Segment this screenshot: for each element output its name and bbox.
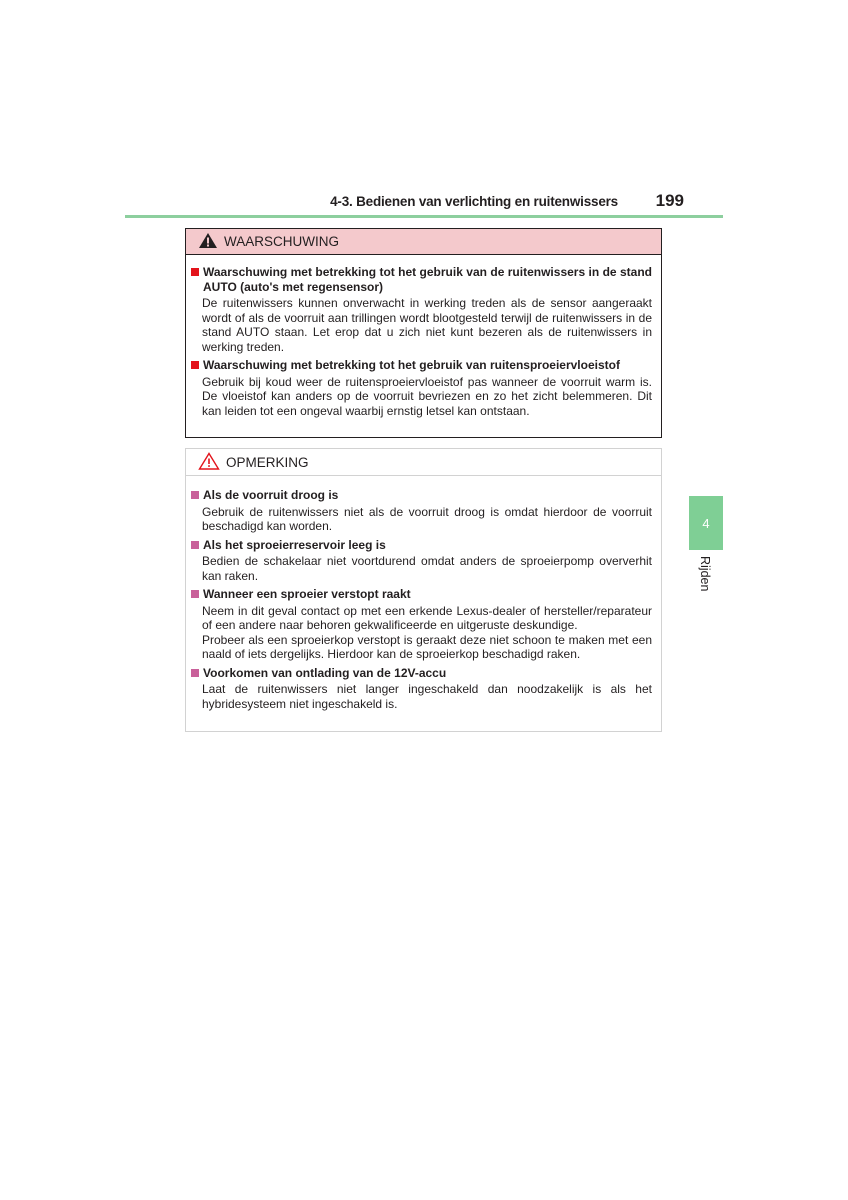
note-item-text: Laat de ruitenwissers niet langer ingeschakeld dan noodzakelijk is als het hybridesysteem niet ingeschakeld is. xyxy=(202,682,652,711)
page-number: 199 xyxy=(655,191,684,210)
square-bullet-icon xyxy=(191,268,199,276)
square-bullet-icon xyxy=(191,491,199,499)
warning-title: WAARSCHUWING xyxy=(224,234,339,249)
note-item-text: Probeer als een sproeierkop verstopt is geraakt deze niet schoon te maken met een naald of iets dergelijks. Hierdoor kan de sproeierkop beschadigd raken. xyxy=(202,632,652,661)
note-item-text: Bedien de schakelaar niet voortdurend omdat anders de sproeierpomp oververhit kan raken. xyxy=(202,554,652,583)
note-item-heading: Als de voorruit droog is xyxy=(191,488,652,503)
square-bullet-icon xyxy=(191,669,199,677)
warning-item-text: Gebruik bij koud weer de ruitensproeiervloeistof pas wanneer de voorruit warm is. De vloeistof kan anders op de voorruit bevriezen en zo het zicht belemmeren. Dit kan leiden tot een ongeval waarbij ernstig letsel kan ontstaan. xyxy=(202,374,652,418)
chapter-label: Rijden xyxy=(698,556,712,592)
square-bullet-icon xyxy=(191,361,199,369)
note-title: OPMERKING xyxy=(226,454,309,470)
warning-item-heading: Waarschuwing met betrekking tot het gebruik van de ruitenwissers in de stand AUTO (auto's met regensensor) xyxy=(191,265,652,294)
warning-header xyxy=(186,229,661,255)
note-body xyxy=(186,476,661,711)
header-divider xyxy=(125,215,723,218)
warning-box xyxy=(185,228,662,438)
note-header xyxy=(186,449,661,476)
chapter-number: 4 xyxy=(702,515,710,531)
note-item-text: Neem in dit geval contact op met een erkende Lexus-dealer of hersteller/reparateur of een andere naar behoren gekwalificeerde en uitgeruste deskundige. xyxy=(202,603,652,632)
warning-triangle-filled-icon xyxy=(198,232,224,252)
note-item-heading: Voorkomen van ontlading van de 12V-accu xyxy=(191,666,652,681)
note-item-heading: Als het sproeierreservoir leeg is xyxy=(191,538,652,553)
square-bullet-icon xyxy=(191,541,199,549)
note-box xyxy=(185,448,662,732)
square-bullet-icon xyxy=(191,590,199,598)
warning-body xyxy=(186,255,661,418)
note-item-heading: Wanneer een sproeier verstopt raakt xyxy=(191,587,652,602)
warning-item-text: De ruitenwissers kunnen onverwacht in werking treden als de sensor aangeraakt wordt of als de voorruit aan trillingen wordt blootgesteld terwijl de ruitenwissers in de stand AUTO staan. Let erop dat u zich niet kunt bezeren als de ruitenwissers in werking treden. xyxy=(202,296,652,354)
note-item-text: Gebruik de ruitenwissers niet als de voorruit droog is omdat hierdoor de voorruit beschadigd kan worden. xyxy=(202,504,652,533)
warning-triangle-outline-icon xyxy=(198,452,226,473)
warning-item-heading: Waarschuwing met betrekking tot het gebruik van ruitensproeiervloeistof xyxy=(191,358,652,373)
chapter-tab[interactable] xyxy=(689,496,723,550)
section-title: 4-3. Bedienen van verlichting en ruitenwissers xyxy=(330,194,618,209)
